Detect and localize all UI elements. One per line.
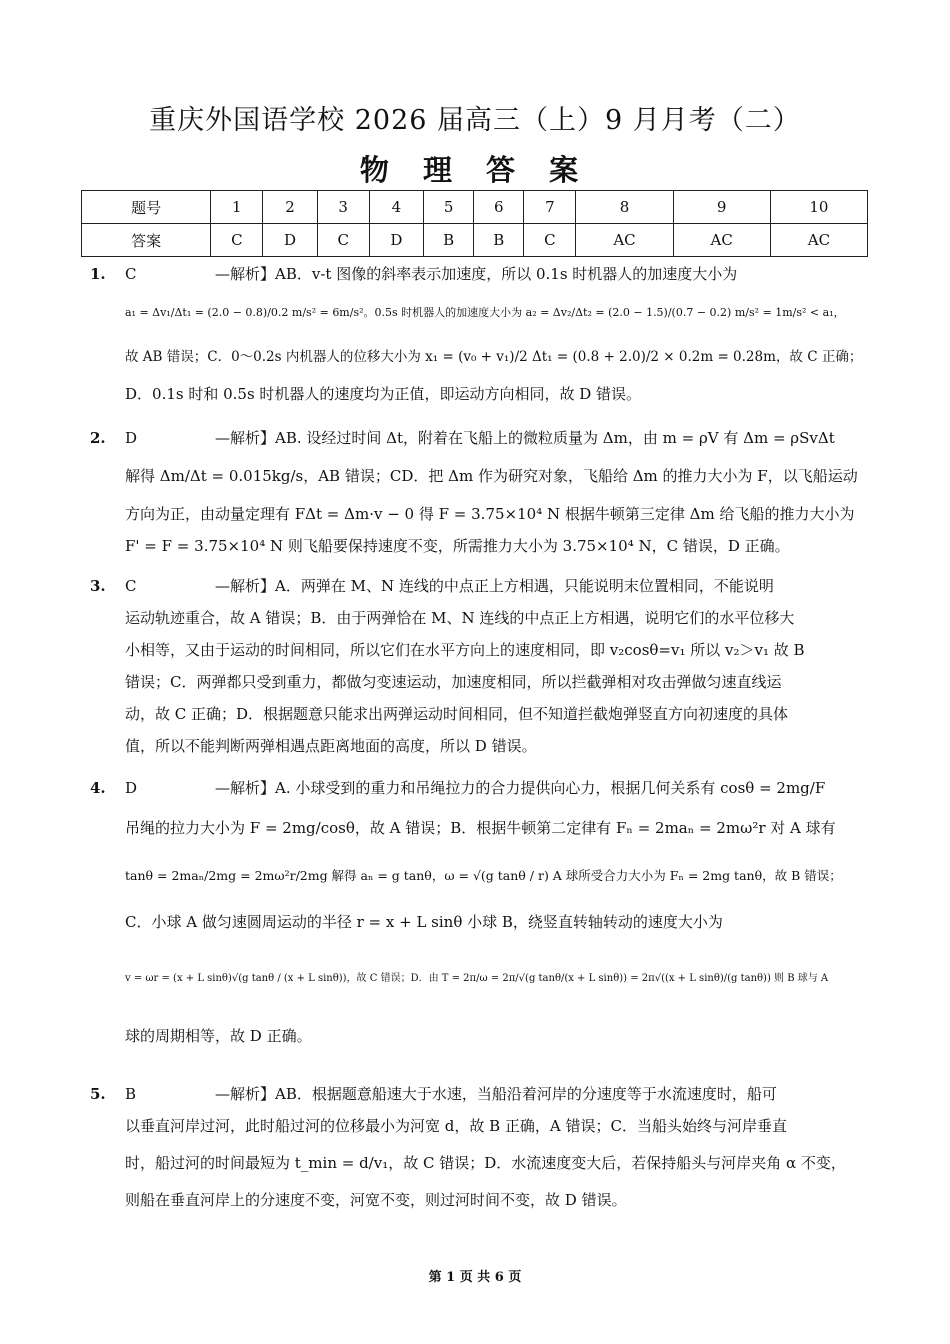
number-cell: 7 [524,191,576,224]
explanation-line: 球的周期相等，故 D 正确。 [125,1027,312,1045]
number-cell: 4 [369,191,423,224]
explanation-line: 小相等，又由于运动的时间相同，所以它们在水平方向上的速度相同，即 v₂cosθ=v₁ 所以 v₂＞v₁ 故 B [125,641,805,659]
question-choice: B [125,1085,137,1103]
explanation-line: 值，所以不能判断两弹相遇点距离地面的高度，所以 D 错误。 [125,737,537,755]
number-cell: 1 [211,191,263,224]
question-choice: D [125,779,138,797]
explanation-line: —解析】AB．根据题意船速大于水速，当船沿着河岸的分速度等于水流速度时，船可 [215,1085,777,1103]
explanation-line: D．0.1s 时和 0.5s 时机器人的速度均为正值，即运动方向相同，故 D 错误。 [125,385,642,403]
question-choice: C [125,577,137,595]
explanation-line: C．小球 A 做匀速圆周运动的半径 r = x + L sinθ 小球 B，绕竖直转轴转动的速度大小为 [125,913,723,931]
question-block-5 [90,1078,862,1216]
question-number: 2. [90,429,106,447]
row-label-answer: 答案 [82,224,211,257]
explanation-line: 则船在垂直河岸上的分速度不变，河宽不变，则过河时间不变，故 D 错误。 [125,1191,627,1209]
answer-cell: B [474,224,524,257]
number-cell: 6 [474,191,524,224]
explanation-line: F' = F = 3.75×10⁴ N 则飞船要保持速度不变，所需推力大小为 3.75×10⁴ N，C 错误，D 正确。 [125,537,790,555]
question-block-2 [90,422,862,562]
question-choice: C [125,265,137,283]
explanation-line: 吊绳的拉力大小为 F = 2mg/cosθ，故 A 错误；B．根据牛顿第二定律有 Fₙ = 2maₙ = 2mω²r 对 A 球有 [125,819,836,837]
explanation-line: 方向为正，由动量定理有 FΔt = Δm·v − 0 得 F = 3.75×10⁴ N 根据牛顿第三定律 Δm 给飞船的推力大小为 [125,505,855,523]
answer-cell: D [369,224,423,257]
explanation-line: tanθ = 2maₙ/2mg = 2mω²r/2mg 解得 aₙ = g tanθ，ω = √(g tanθ / r) A 球所受合力大小为 Fₙ = 2mg tanθ，故 B 错误； [125,868,842,883]
answer-cell: C [524,224,576,257]
explanation-line: 以垂直河岸过河，此时船过河的位移最小为河宽 d，故 B 正确，A 错误；C．当船头始终与河岸垂直 [125,1117,788,1135]
number-cell: 9 [673,191,770,224]
question-number: 3. [90,577,106,595]
question-choice: D [125,429,138,447]
explanation-line: —解析】AB．v-t 图像的斜率表示加速度，所以 0.1s 时机器人的加速度大小为 [215,265,738,283]
answer-cell: C [317,224,369,257]
explanation-line: v = ωr = (x + L sinθ)√(g tanθ / (x + L sinθ))，故 C 错误；D．由 T = 2π/ω = 2π/√(g tanθ/(x + L sinθ)) = 2π√((x + L sinθ)/(g tanθ)) 则 B 球与 A [125,973,829,984]
explanation-line: —解析】AB. 设经过时间 Δt，附着在飞船上的微粒质量为 Δm，由 m = ρV 有 Δm = ρSvΔt [215,429,835,447]
number-cell: 10 [770,191,867,224]
question-number: 5. [90,1085,106,1103]
page-footer: 第 1 页 共 6 页 [428,1270,522,1285]
explanation-line: 故 AB 错误；C．0～0.2s 内机器人的位移大小为 x₁ = (v₀ + v₁)/2 Δt₁ = (0.8 + 2.0)/2 × 0.2m = 0.28m，故 C 正确； [125,349,863,365]
answer-cell: B [424,224,474,257]
answer-cell: AC [576,224,673,257]
number-cell: 5 [424,191,474,224]
explanation-line: 解得 Δm/Δt = 0.015kg/s，AB 错误；CD．把 Δm 作为研究对象，飞船给 Δm 的推力大小为 F，以飞船运动 [125,467,858,485]
answer-table-number-row [82,191,868,224]
answer-cell: D [263,224,317,257]
answer-cell: C [211,224,263,257]
question-number: 1. [90,265,106,283]
question-block-3 [90,570,862,762]
page-title: 重庆外国语学校 2026 届高三（上）9 月月考（二） [149,105,801,136]
answer-table [81,190,868,257]
page-subtitle: 物 理 答 案 [359,153,591,187]
answer-table-answer-row [82,224,868,257]
explanation-line: —解析】A．两弹在 M、N 连线的中点正上方相遇，只能说明末位置相同，不能说明 [215,577,774,595]
answer-cell: AC [770,224,867,257]
answer-cell: AC [673,224,770,257]
question-block-1 [90,258,862,410]
explanation-line: 动，故 C 正确；D．根据题意只能求出两弹运动时间相同，但不知道拦截炮弹竖直方向初速度的具体 [125,705,789,723]
explanation-line: 运动轨迹重合，故 A 错误；B．由于两弹恰在 M、N 连线的中点正上方相遇，说明它们的水平位移大 [125,609,795,627]
question-block-4 [90,772,862,1058]
question-number: 4. [90,779,106,797]
row-label-number: 题号 [82,191,211,224]
number-cell: 3 [317,191,369,224]
explanation-line: 时，船过河的时间最短为 t_min = d/v₁，故 C 错误；D．水流速度变大后，若保持船头与河岸夹角 α 不变， [125,1154,846,1172]
number-cell: 2 [263,191,317,224]
explanation-line: 错误；C．两弹都只受到重力，都做匀变速运动，加速度相同，所以拦截弹相对攻击弹做匀速直线运 [125,673,782,691]
explanation-line: —解析】A. 小球受到的重力和吊绳拉力的合力提供向心力，根据几何关系有 cosθ = 2mg/F [215,779,826,797]
explanation-line: a₁ = Δv₁/Δt₁ = (2.0 − 0.8)/0.2 m/s² = 6m/s²。0.5s 时机器人的加速度大小为 a₂ = Δv₂/Δt₂ = (2.0 − 1.5)/(0.7 − 0.2) m/s² = 1m/s² < a₁， [125,306,845,319]
number-cell: 8 [576,191,673,224]
